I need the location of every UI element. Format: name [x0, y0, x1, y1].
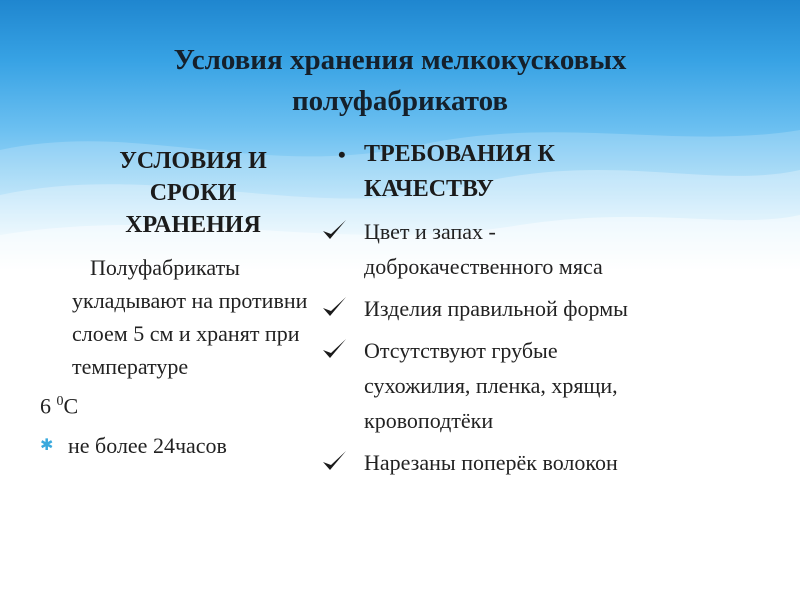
- temperature-unit: С: [63, 393, 79, 419]
- requirement-line: Изделия правильной формы: [364, 296, 628, 321]
- requirement-item: [318, 333, 778, 438]
- bullet-dot-icon: •: [338, 142, 346, 167]
- requirement-line: кровоподтёки: [364, 408, 494, 433]
- requirement-line: сухожилия, пленка, хрящи,: [364, 373, 618, 398]
- requirement-line: Цвет и запах -: [364, 219, 496, 244]
- temperature-value: [40, 385, 320, 423]
- heading-line: ХРАНЕНИЯ: [125, 212, 261, 238]
- checkmark-icon: [320, 293, 348, 321]
- quality-requirements-column: [318, 137, 778, 480]
- checkmark-icon: [320, 216, 348, 244]
- slide-title-line-2: полуфабрикатов: [291, 85, 509, 117]
- requirement-item: [318, 214, 778, 284]
- storage-conditions-heading: [88, 145, 298, 241]
- slide-title: [60, 40, 740, 122]
- degree-superscript: 0: [56, 394, 64, 409]
- requirement-line: Нарезаны поперёк волокон: [364, 450, 618, 475]
- requirement-item: [318, 291, 778, 326]
- star-bullet-icon: ✱: [40, 437, 54, 455]
- storage-time-text: не более 24часов: [68, 433, 227, 459]
- temperature-number: 6: [40, 393, 57, 419]
- checkmark-icon: [320, 447, 348, 475]
- requirement-item: [318, 445, 778, 480]
- heading-line: КАЧЕСТВУ: [364, 176, 494, 202]
- requirement-line: Отсутствуют грубые: [364, 338, 558, 363]
- heading-line: УСЛОВИЯ И: [119, 148, 267, 174]
- checkmark-icon: [320, 335, 348, 363]
- slide-title-line-1: Условия хранения мелкокусковых: [173, 44, 627, 76]
- heading-line: СРОКИ: [149, 180, 237, 206]
- storage-time-limit: [40, 429, 320, 463]
- storage-conditions-column: [40, 145, 320, 463]
- storage-paragraph: Полуфабрикаты укладывают на противни слоем 5 см и хранят при температуре: [72, 255, 308, 379]
- requirement-line: доброкачественного мяса: [364, 254, 603, 279]
- quality-requirements-heading: [318, 137, 778, 207]
- heading-line: ТРЕБОВАНИЯ К: [364, 141, 555, 167]
